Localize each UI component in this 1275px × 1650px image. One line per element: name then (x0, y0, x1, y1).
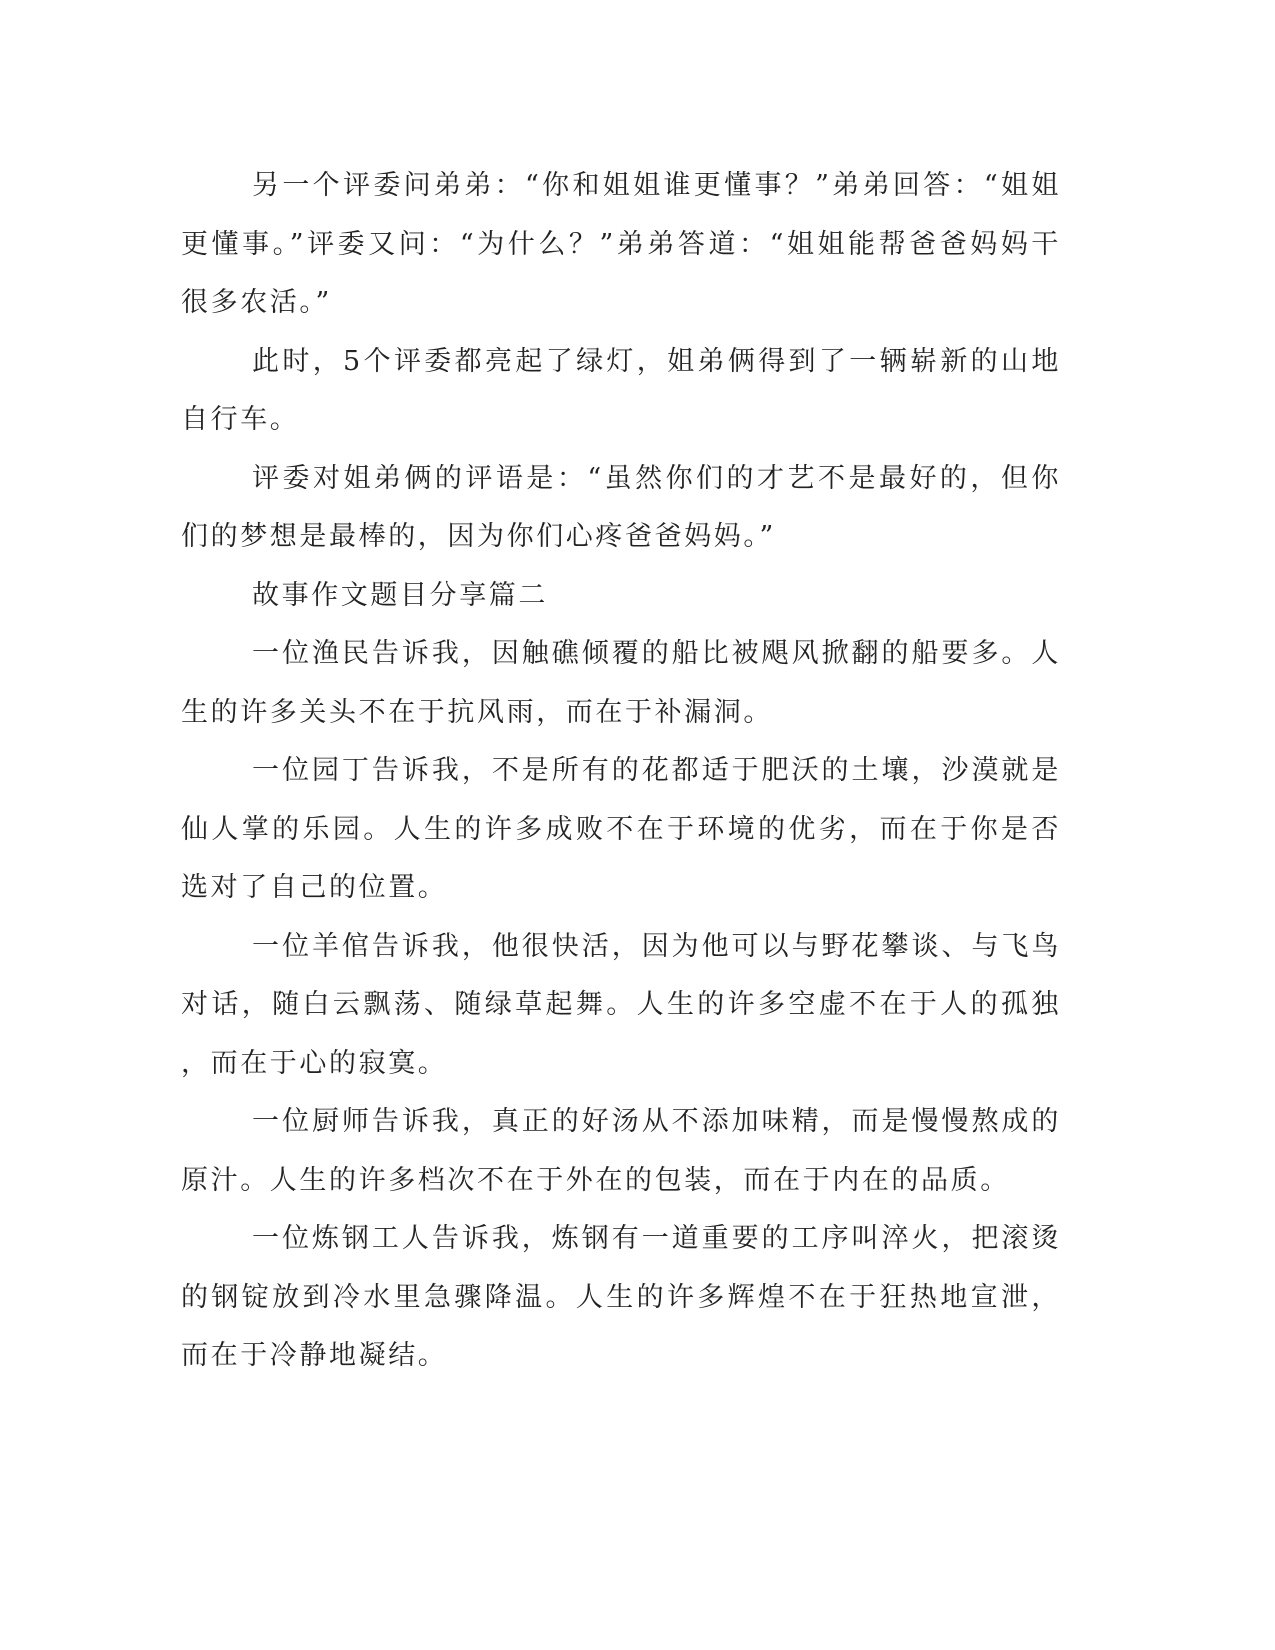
section-heading: 故事作文题目分享篇二 (252, 579, 548, 611)
paragraph-steelworker: 一位炼钢工人告诉我，炼钢有一道重要的工序叫淬火，把滚烫的钢锭放到冷水里急骤降温。人生的许多辉煌不在于狂热地宣泄，而在于冷静地凝结。 (181, 1223, 1061, 1371)
paragraph-judges-comment: 评委对姐弟俩的评语是：“虽然你们的才艺不是最好的，但你们的梦想是最棒的，因为你们心疼爸爸妈妈。” (181, 462, 1061, 552)
paragraph-gardener: 一位园丁告诉我，不是所有的花都适于肥沃的土壤，沙漠就是仙人掌的乐园。人生的许多成败不在于环境的优劣，而在于你是否选对了自己的位置。 (181, 755, 1061, 903)
paragraph-green-lights: 此时，5个评委都亮起了绿灯，姐弟俩得到了一辆崭新的山地自行车。 (181, 345, 1061, 435)
document-body (181, 157, 1061, 1386)
paragraph-fisherman: 一位渔民告诉我，因触礁倾覆的船比被飓风掀翻的船要多。人生的许多关头不在于抗风雨，而在于补漏洞。 (181, 638, 1061, 728)
paragraph-judge-question: 另一个评委问弟弟：“你和姐姐谁更懂事？”弟弟回答：“姐姐更懂事。”评委又问：“为什么？”弟弟答道：“姐姐能帮爸爸妈妈干很多农活。” (181, 170, 1061, 318)
paragraph-shepherd: 一位羊倌告诉我，他很快活，因为他可以与野花攀谈、与飞鸟对话，随白云飘荡、随绿草起舞。人生的许多空虚不在于人的孤独，而在于心的寂寞。 (181, 930, 1061, 1079)
paragraph-chef: 一位厨师告诉我，真正的好汤从不添加味精，而是慢慢熬成的原汁。人生的许多档次不在于外在的包装，而在于内在的品质。 (181, 1106, 1061, 1196)
